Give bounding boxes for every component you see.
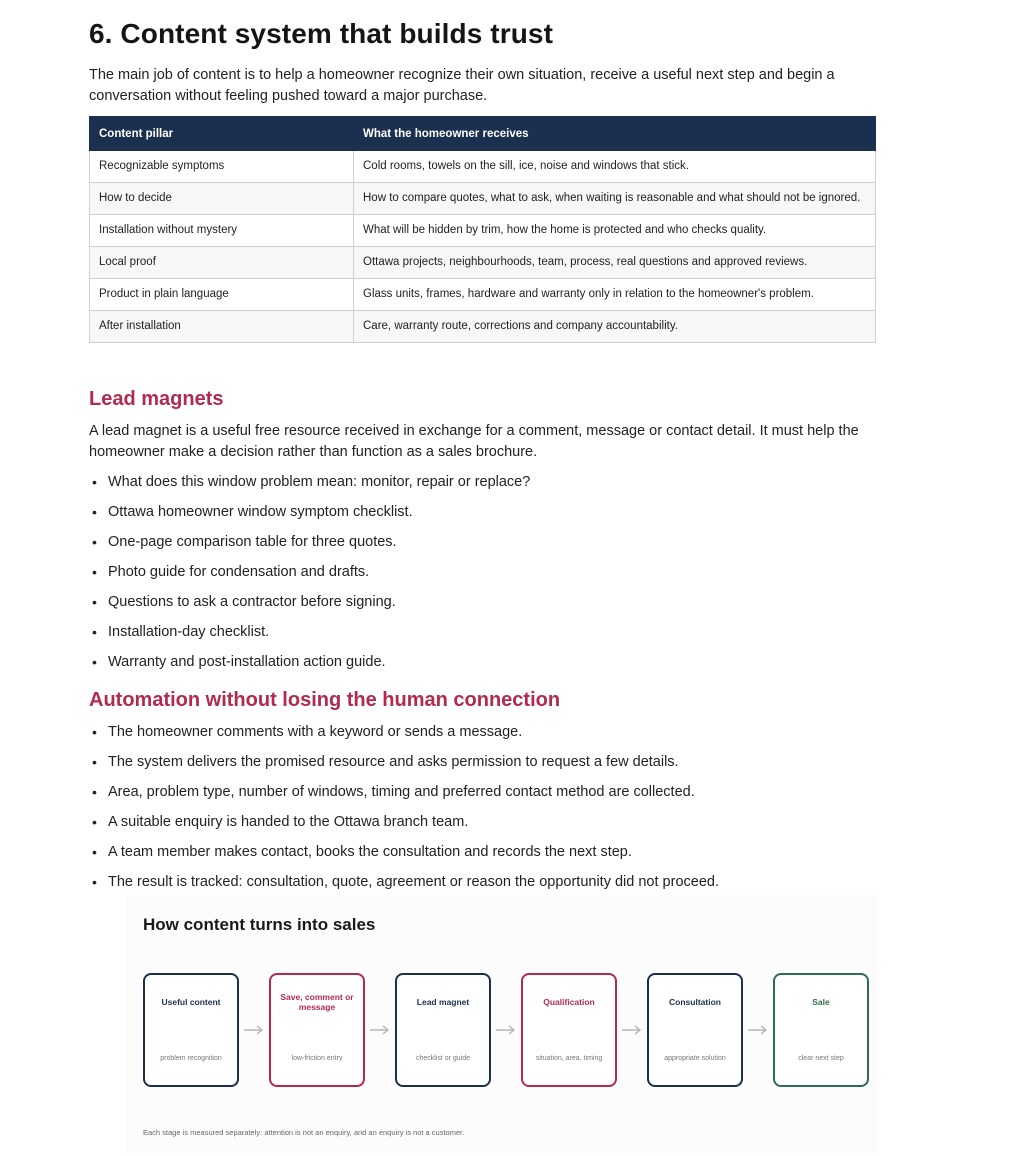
automation-list [89,722,919,902]
table-cell-pillar: Installation without mystery [90,215,354,247]
page-title: 6. Content system that builds trust [89,18,553,49]
stage-useful-content [143,973,239,1087]
table-cell-receives: How to compare quotes, what to ask, when waiting is reasonable and what should not be ignored. [354,183,876,215]
intro-paragraph: The main job of content is to help a homeowner recognize their own situation, receive a useful next step and begin a conversation without feeling pushed toward a major purchase. [89,67,835,104]
table-cell-receives: Glass units, frames, hardware and warranty only in relation to the homeowner's problem. [354,279,876,311]
stage-caption: low-friction entry [291,1054,343,1062]
arrow-right-icon [243,1024,265,1036]
table-row [90,183,876,215]
table-row [90,247,876,279]
stage-label: Consultation [669,997,721,1007]
table-cell-pillar: Product in plain language [90,279,354,311]
list-item: • The system delivers the promised resource and asks permission to request a few details. [89,752,919,782]
table-header-pillar: Content pillar [90,117,354,151]
stage-caption: appropriate solution [664,1054,726,1062]
table-cell-pillar: Local proof [90,247,354,279]
stage-label: Qualification [543,997,595,1007]
table-cell-pillar: How to decide [90,183,354,215]
list-item: • A team member makes contact, books the consultation and records the next step. [89,842,919,872]
diagram-title: How content turns into sales [143,915,376,934]
stage-caption: clear next step [798,1054,844,1062]
stage-save-comment-message [269,973,365,1087]
table-cell-receives: Care, warranty route, corrections and company accountability. [354,311,876,343]
stage-caption: checklist or guide [415,1054,471,1062]
list-item: • The result is tracked: consultation, quote, agreement or reason the opportunity did not proceed. [89,872,919,902]
table-row [90,215,876,247]
table-header-row [90,117,876,151]
diagram-footnote: Each stage is measured separately: attention is not an enquiry, and an enquiry is not a customer. [143,1128,465,1137]
list-item: • One-page comparison table for three quotes. [89,532,919,562]
arrow-right-icon [747,1024,769,1036]
lead-magnets-list [89,472,919,682]
table-header-receives: What the homeowner receives [354,117,876,151]
lead-magnets-heading: Lead magnets [89,388,224,410]
stage-label: Useful content [161,997,221,1007]
stage-lead-magnet [395,973,491,1087]
lead-magnets-description: A lead magnet is a useful free resource received in exchange for a comment, message or contact detail. It must help the homeowner make a decision rather than function as a sales brochure. [89,423,859,460]
list-item: • Area, problem type, number of windows, timing and preferred contact method are collected. [89,782,919,812]
list-item: • Photo guide for condensation and drafts. [89,562,919,592]
sales-funnel-diagram [126,895,878,1153]
table-row [90,151,876,183]
stage-sale [773,973,869,1087]
table-cell-receives: Cold rooms, towels on the sill, ice, noise and windows that stick. [354,151,876,183]
table-cell-pillar: Recognizable symptoms [90,151,354,183]
arrow-right-icon [369,1024,391,1036]
stage-consultation [647,973,743,1087]
list-item: • Questions to ask a contractor before signing. [89,592,919,622]
table-cell-pillar: After installation [90,311,354,343]
stage-label: Sale [812,997,830,1007]
arrow-right-icon [495,1024,517,1036]
table-cell-receives: What will be hidden by trim, how the home is protected and who checks quality. [354,215,876,247]
stage-caption: situation, area, timing [535,1054,603,1062]
list-item: • Ottawa homeowner window symptom checklist. [89,502,919,532]
stage-label: Lead magnet [416,997,470,1007]
list-item: • Installation-day checklist. [89,622,919,652]
list-item: • A suitable enquiry is handed to the Ottawa branch team. [89,812,919,842]
list-item: • The homeowner comments with a keyword or sends a message. [89,722,919,752]
stage-label: Save, comment or message [280,992,354,1012]
stage-qualification [521,973,617,1087]
list-item: • Warranty and post-installation action guide. [89,652,919,682]
table-cell-receives: Ottawa projects, neighbourhoods, team, process, real questions and approved reviews. [354,247,876,279]
arrow-right-icon [621,1024,643,1036]
table-row [90,311,876,343]
table-row [90,279,876,311]
content-pillar-table [89,116,876,343]
list-item: • What does this window problem mean: monitor, repair or replace? [89,472,919,502]
stage-caption: problem recognition [160,1054,222,1062]
automation-heading: Automation without losing the human connection [89,689,561,711]
